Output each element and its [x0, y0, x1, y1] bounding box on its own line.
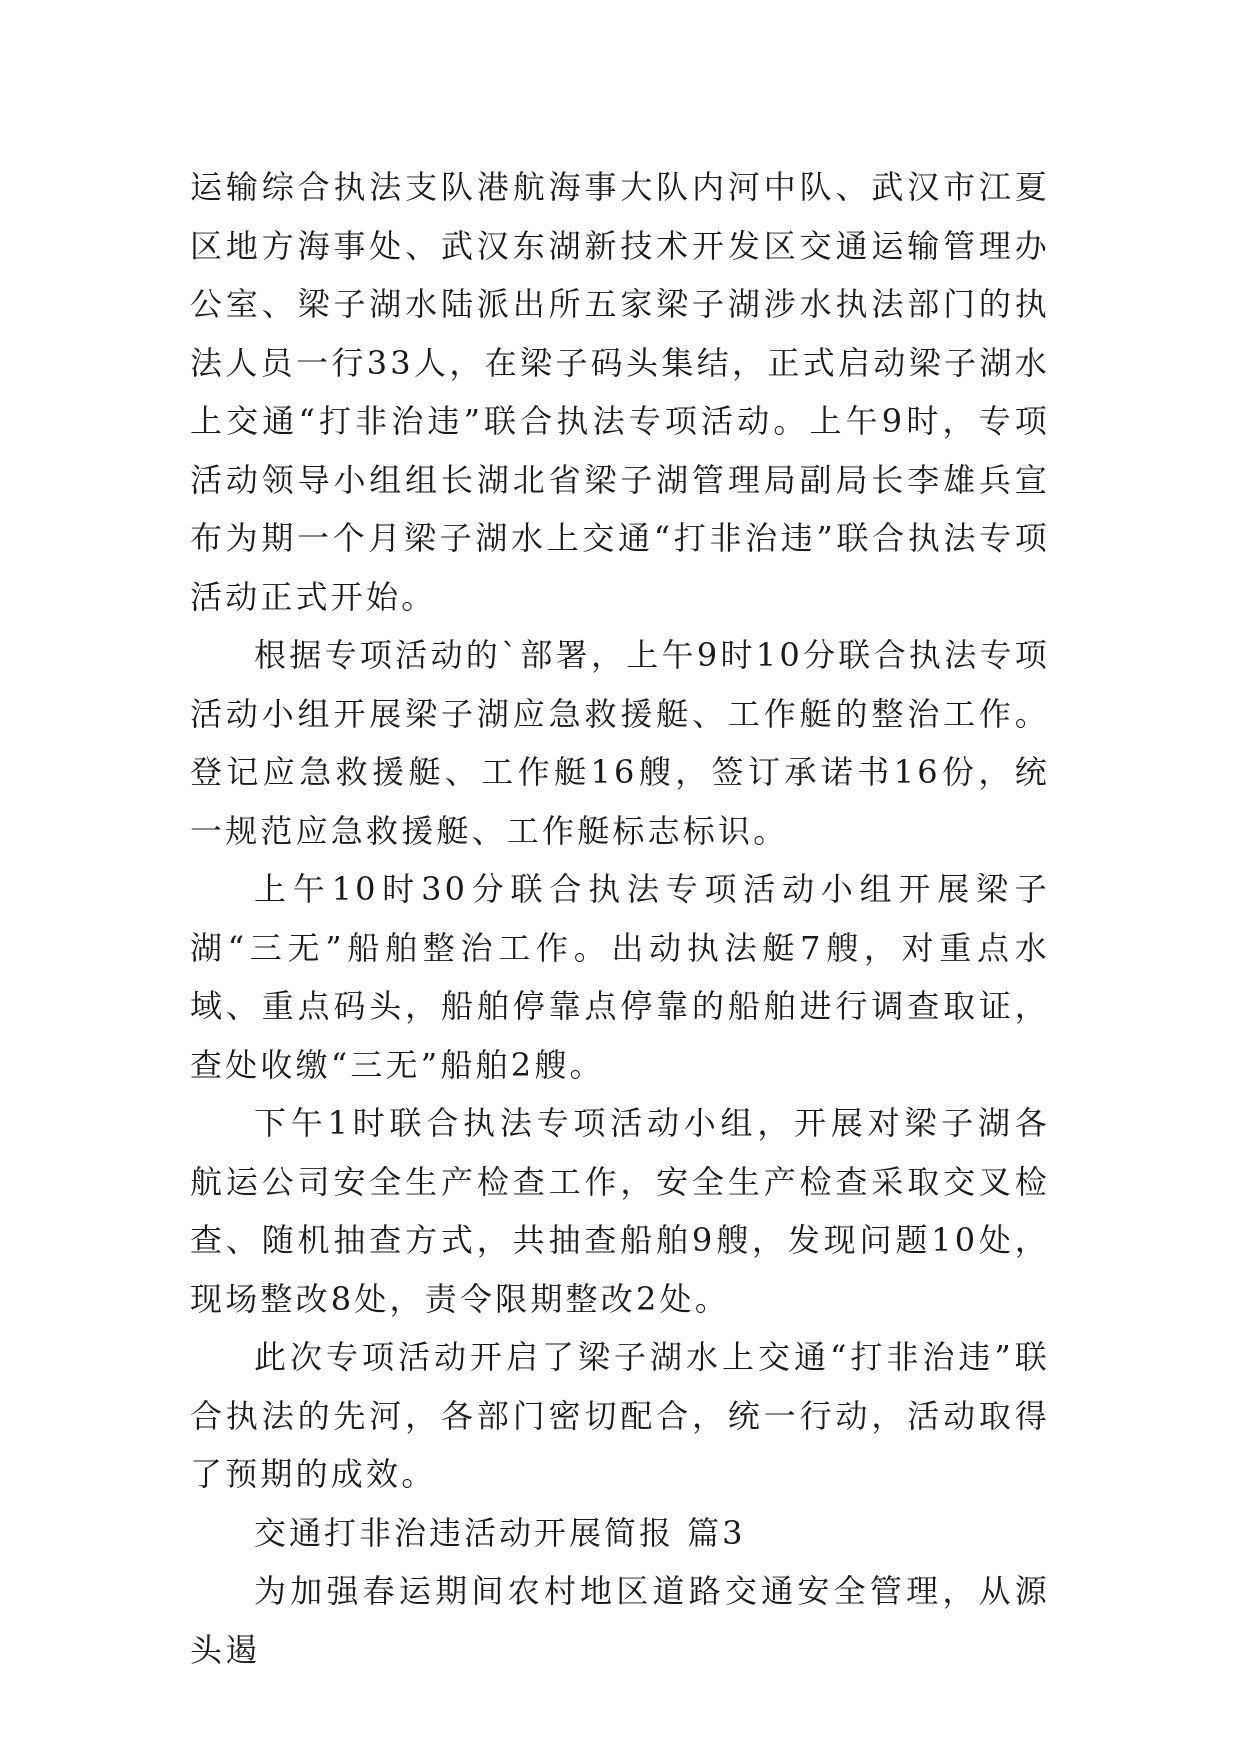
paragraph-enforcement-launch: 运输综合执法支队港航海事大队内河中队、武汉市江夏区地方海事处、武汉东湖新技术开发区交通运输管理办公室、梁子湖水陆派出所五家梁子湖涉水执法部门的执法人员一行33人，在梁子码头集结，正式启动梁子湖水上交通“打非治违”联合执法专项活动。上午9时，专项活动领导小组组长湖北省梁子湖管理局副局长李雄兵宣布为期一个月梁子湖水上交通“打非治违”联合执法专项活动正式开始。: [190, 168, 1050, 616]
paragraph-rescue-boats: 根据专项活动的`部署，上午9时10分联合执法专项活动小组开展梁子湖应急救援艇、工作艇的整治工作。登记应急救援艇、工作艇16艘，签订承诺书16份，统一规范应急救援艇、工作艇标志标识。: [190, 636, 1050, 850]
paragraph-safety-inspection: 下午1时联合执法专项活动小组，开展对梁子湖各航运公司安全生产检查工作，安全生产检查采取交叉检查、随机抽查方式，共抽查船舶9艘，发现问题10处，现场整改8处，责令限期整改2处。: [190, 1104, 1050, 1318]
document-body: [190, 158, 1050, 1679]
paragraph-spring-transport: 为加强春运期间农村地区道路交通安全管理，从源头遏: [190, 1572, 1050, 1669]
section-heading: 交通打非治违活动开展简报 篇3: [254, 1513, 746, 1552]
paragraph-conclusion: 此次专项活动开启了梁子湖水上交通“打非治违”联合执法的先河，各部门密切配合，统一行动，活动取得了预期的成效。: [190, 1338, 1050, 1493]
paragraph-three-no-ships: 上午10时30分联合执法专项活动小组开展梁子湖“三无”船舶整治工作。出动执法艇7艘，对重点水域、重点码头，船舶停靠点停靠的船舶进行调查取证，查处收缴“三无”船舶2艘。: [190, 870, 1050, 1084]
